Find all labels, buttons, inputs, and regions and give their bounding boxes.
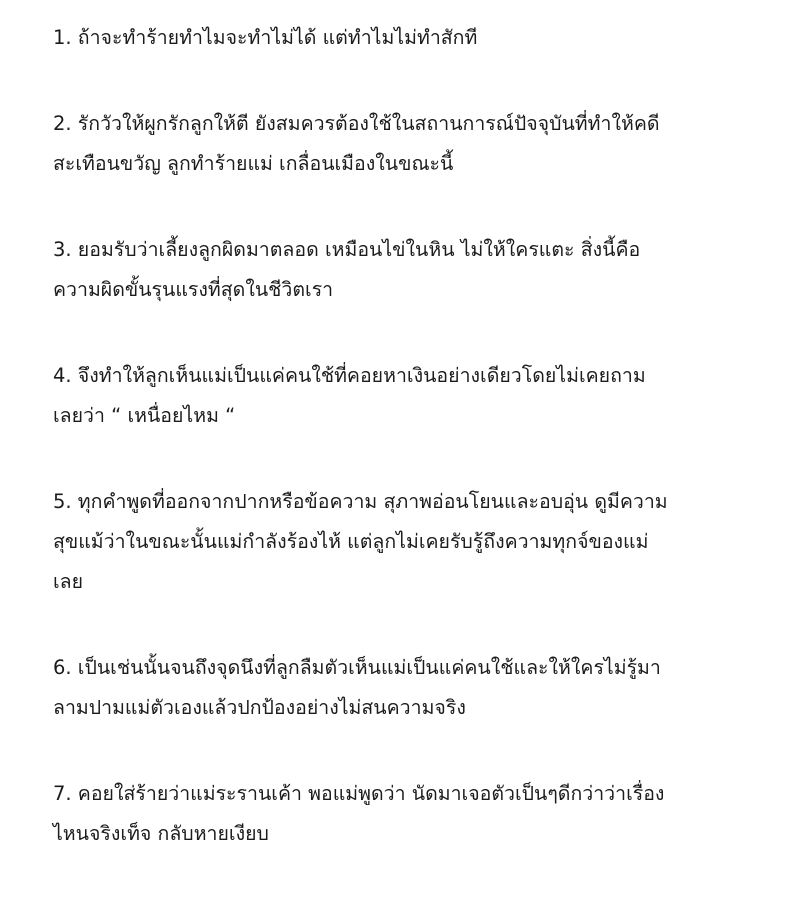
list-item-3 <box>53 230 773 310</box>
item-text-line: เลยว่า “ เหนื่อยไหม “ <box>53 404 236 427</box>
item-text-line: สะเทือนขวัญ ลูกทำร้ายแม่ เกลื่อนเมืองในขณะนี้ <box>53 152 454 175</box>
list-item-2 <box>53 104 773 184</box>
list-item-5 <box>53 482 773 602</box>
item-text-line: เลย <box>53 570 84 593</box>
item-text-line: 7. คอยใส่ร้ายว่าแม่ระรานเค้า พอแม่พูดว่า นัดมาเจอตัวเป็นๆดีกว่าว่าเรื่อง <box>53 782 665 805</box>
list-item-7 <box>53 774 773 854</box>
list-item-4 <box>53 356 773 436</box>
item-text-line: 6. เป็นเช่นนั้นจนถึงจุดนึงที่ลูกลืมตัวเห็นแม่เป็นแค่คนใช้และให้ใครไม่รู้มา <box>53 656 661 679</box>
item-text-line: สุขแม้ว่าในขณะนั้นแม่กำลังร้องไห้ แต่ลูกไม่เคยรับรู้ถึงความทุกจ์ของแม่ <box>53 530 649 553</box>
item-text-line: 4. จึงทำให้ลูกเห็นแม่เป็นแค่คนใช้ที่คอยหาเงินอย่างเดียวโดยไม่เคยถาม <box>53 364 646 387</box>
item-text-line: 3. ยอมรับว่าเลี้ยงลูกผิดมาตลอด เหมือนไข่ในหิน ไม่ให้ใครแตะ สิ่งนี้คือ <box>53 238 641 261</box>
item-text-line: 1. ถ้าจะทำร้ายทำไมจะทำไม่ได้ แต่ทำไมไม่ทำสักที <box>53 26 478 49</box>
list-item-6 <box>53 648 773 728</box>
item-text-line: ความผิดขั้นรุนแรงที่สุดในชีวิตเรา <box>53 278 334 301</box>
item-text-line: 2. รักวัวให้ผูกรักลูกให้ตี ยังสมควรต้องใช้ในสถานการณ์ปัจจุบันที่ทำให้คดี <box>53 112 660 135</box>
item-text-line: 5. ทุกคำพูดที่ออกจากปากหรือข้อความ สุภาพอ่อนโยนและอบอุ่น ดูมีความ <box>53 490 668 513</box>
item-text-line: ไหนจริงเท็จ กลับหายเงียบ <box>53 822 269 845</box>
post-body <box>53 18 773 900</box>
item-text-line: ลามปามแม่ตัวเองแล้วปกป้องอย่างไม่สนความจริง <box>53 696 466 719</box>
list-item-1 <box>53 18 773 58</box>
